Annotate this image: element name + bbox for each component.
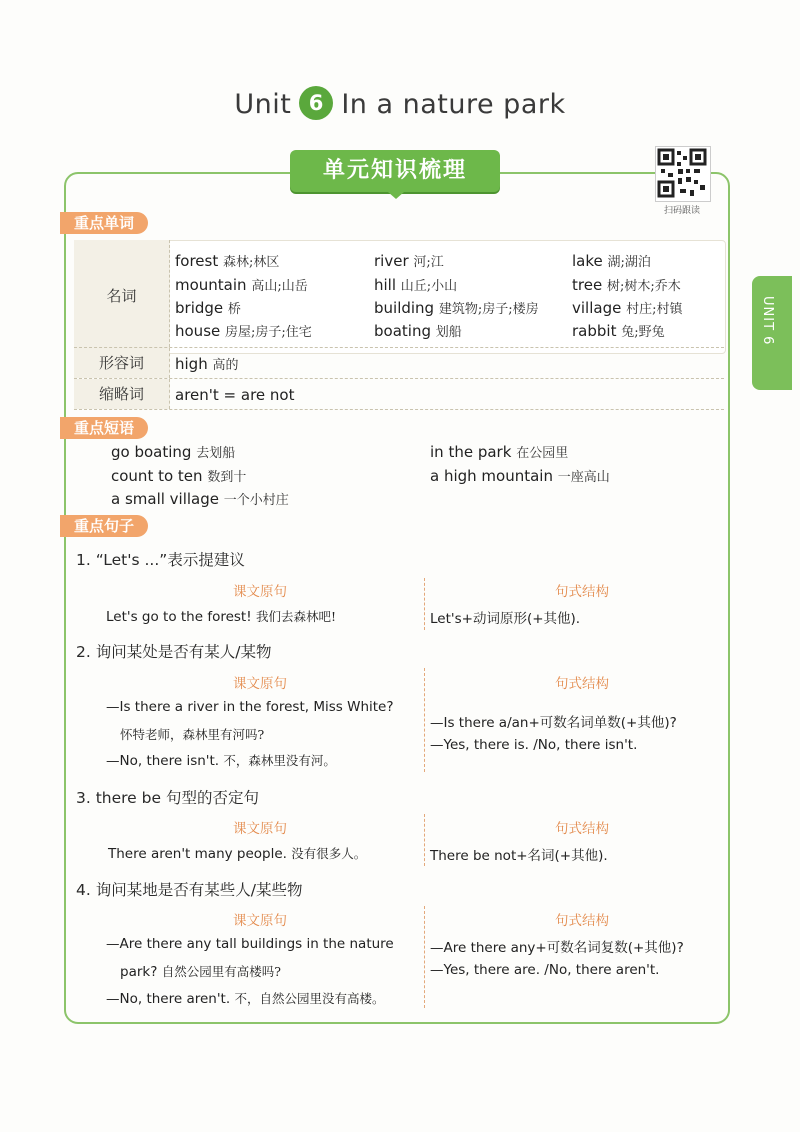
vocab-word: tree 树;树木;乔木	[572, 276, 681, 294]
title-text: In a nature park	[341, 89, 566, 120]
vocab-word: village 村庄;村镇	[572, 299, 683, 317]
phrase: a high mountain 一座高山	[430, 467, 610, 485]
column-divider	[424, 814, 425, 866]
col-head-original: 课文原句	[233, 676, 287, 692]
structure-text: There be not+名词(+其他).	[430, 848, 608, 864]
col-head-structure: 句式结构	[555, 913, 609, 929]
structure-text: —Yes, there are. /No, there aren't.	[430, 962, 660, 978]
title-prefix: Unit	[234, 89, 292, 120]
original-sentence: There aren't many people. 没有很多人。	[108, 846, 367, 862]
original-sentence: 怀特老师，森林里有河吗?	[120, 727, 265, 742]
original-sentence: —Is there a river in the forest, Miss White?	[106, 699, 394, 715]
original-sentence: Let's go to the forest! 我们去森林吧!	[106, 609, 336, 625]
structure-text: Let's+动词原形(+其他).	[430, 611, 581, 627]
vocab-word: rabbit 兔;野兔	[572, 322, 665, 340]
original-sentence: —No, there isn't. 不，森林里没有河。	[106, 753, 336, 769]
abbr-label: 缩略词	[74, 379, 170, 409]
vocab-word: hill 山丘;小山	[374, 276, 458, 294]
vocab-word: boating 划船	[374, 322, 462, 340]
original-sentence: —No, there aren't. 不，自然公园里没有高楼。	[106, 991, 385, 1007]
side-unit-tab[interactable]	[752, 276, 792, 390]
point-title: 3. there be 句型的否定句	[76, 789, 259, 807]
phrase: count to ten 数到十	[111, 467, 247, 485]
vocab-word: forest 森林;林区	[175, 252, 280, 270]
col-head-structure: 句式结构	[555, 821, 609, 837]
column-divider	[424, 906, 425, 1008]
phrase: in the park 在公园里	[430, 443, 569, 461]
point-title: 2. 询问某处是否有某人/某物	[76, 643, 272, 661]
qr-code-icon[interactable]	[655, 146, 711, 202]
section-label-words: 重点单词	[60, 212, 148, 234]
page-title	[0, 86, 800, 120]
noun-label: 名词	[74, 240, 170, 352]
original-sentence: park? 自然公园里有高楼吗?	[120, 964, 281, 980]
vocab-word: river 河;江	[374, 252, 444, 270]
col-head-structure: 句式结构	[555, 584, 609, 600]
banner-pointer	[388, 192, 404, 199]
vocab-word: house 房屋;房子;住宅	[175, 322, 312, 340]
col-head-original: 课文原句	[233, 584, 287, 600]
structure-text: —Are there any+可数名词复数(+其他)?	[430, 940, 684, 956]
section-banner: 单元知识梳理	[290, 150, 500, 192]
side-tab-label: UNIT 6	[760, 296, 775, 346]
divider	[74, 409, 724, 410]
point-title: 1. “Let's ...”表示提建议	[76, 551, 245, 569]
section-label-sentences: 重点句子	[60, 515, 148, 537]
vocab-word: aren't = are not	[175, 386, 295, 404]
unit-number-badge: 6	[299, 86, 333, 120]
vocab-word: lake 湖;湖泊	[572, 252, 651, 270]
col-head-original: 课文原句	[233, 821, 287, 837]
phrase: a small village 一个小村庄	[111, 490, 289, 508]
divider	[74, 347, 724, 348]
column-divider	[424, 668, 425, 772]
vocab-word: building 建筑物;房子;楼房	[374, 299, 539, 317]
qr-caption: 扫码跟读	[663, 206, 700, 216]
divider	[74, 378, 724, 379]
vocab-word: high 高的	[175, 355, 239, 373]
adj-label: 形容词	[74, 348, 170, 378]
vocab-word: bridge 桥	[175, 299, 241, 317]
vocab-word: mountain 高山;山岳	[175, 276, 308, 294]
point-title: 4. 询问某地是否有某些人/某些物	[76, 881, 303, 899]
section-label-phrases: 重点短语	[60, 417, 148, 439]
original-sentence: —Are there any tall buildings in the nature	[106, 936, 394, 952]
phrase: go boating 去划船	[111, 443, 236, 461]
structure-text: —Yes, there is. /No, there isn't.	[430, 737, 638, 753]
column-divider	[424, 578, 425, 630]
structure-text: —Is there a/an+可数名词单数(+其他)?	[430, 715, 677, 731]
col-head-original: 课文原句	[233, 913, 287, 929]
col-head-structure: 句式结构	[555, 676, 609, 692]
